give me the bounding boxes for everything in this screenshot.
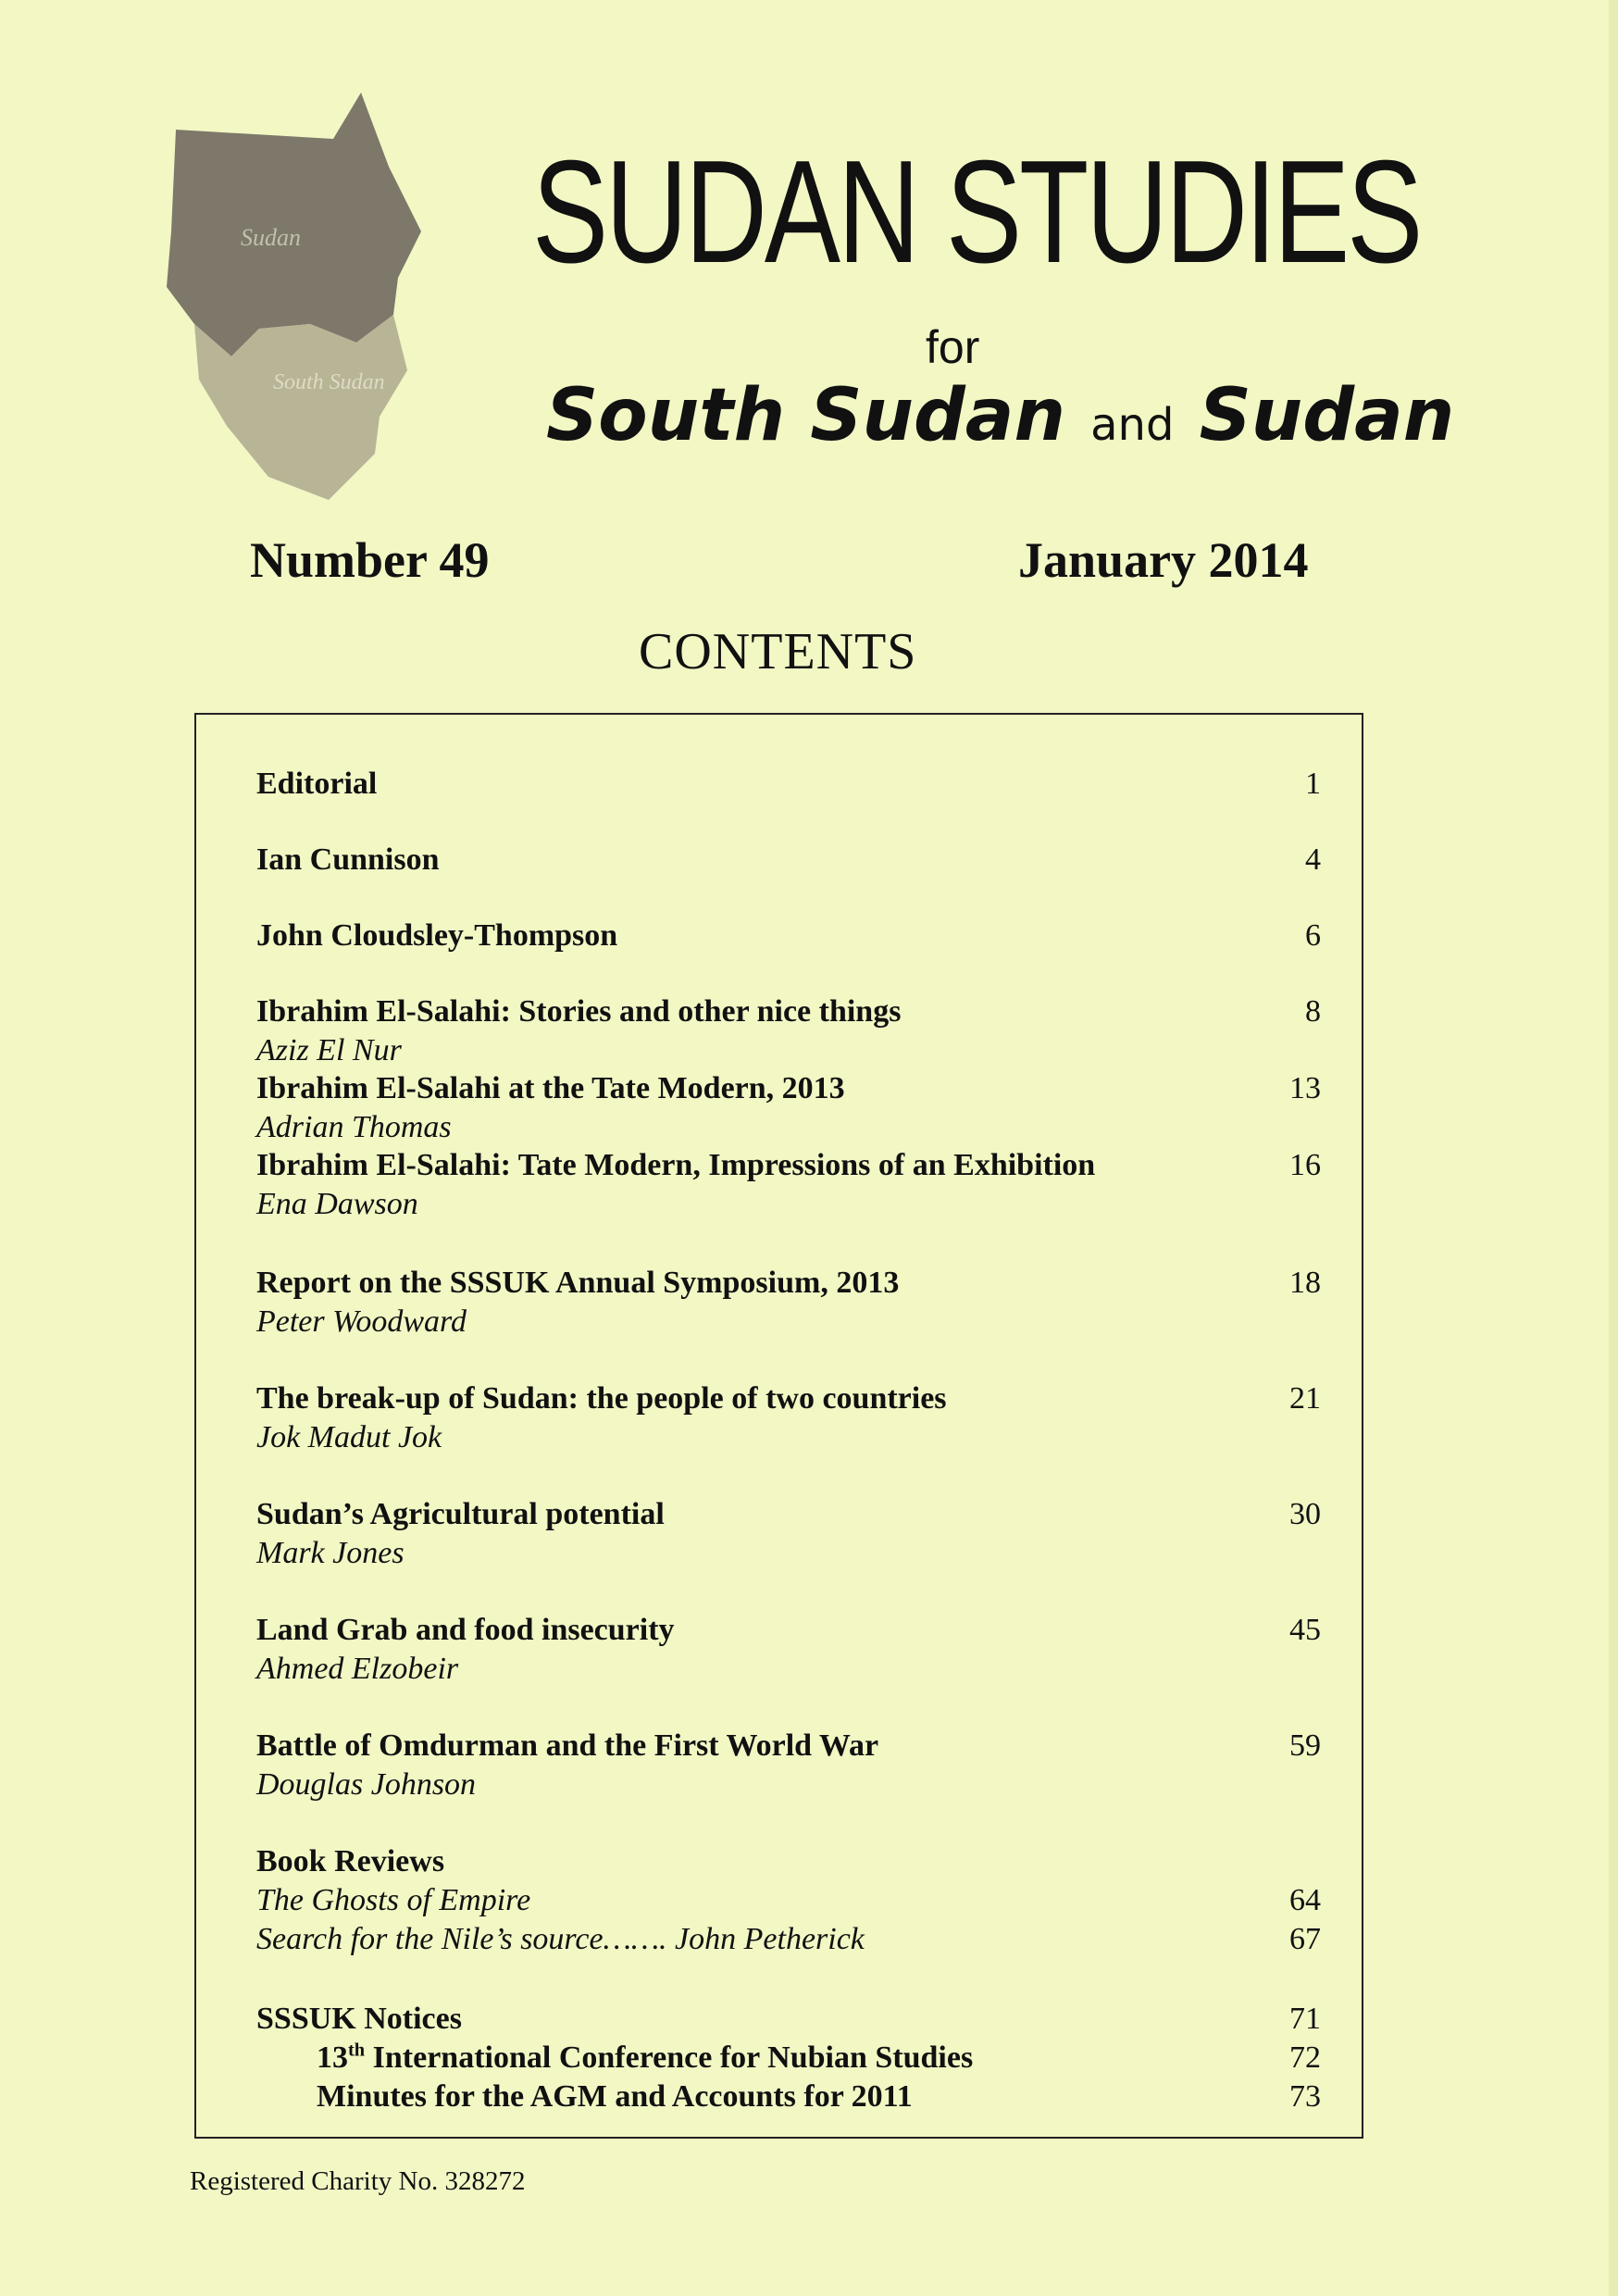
notice-ordinal: th — [348, 2040, 366, 2061]
issue-date: January 2014 — [1018, 532, 1309, 588]
page-edge — [1609, 0, 1618, 2296]
toc-title: Editorial — [256, 767, 378, 801]
toc-title: Ibrahim El-Salahi: Stories and other nice things — [256, 994, 902, 1029]
toc-title: Book Reviews — [256, 1844, 445, 1878]
toc-entry-notices — [256, 2000, 1321, 2039]
map-label-sudan: Sudan — [241, 224, 301, 251]
toc-page: 73 — [1289, 2079, 1321, 2114]
toc-title: Ibrahim El-Salahi at the Tate Modern, 2013 — [256, 1071, 845, 1105]
toc-author: Peter Woodward — [256, 1304, 467, 1339]
toc-entry-landgrab — [256, 1611, 1321, 1689]
notice-title — [256, 2040, 973, 2075]
notice-title: Minutes for the AGM and Accounts for 2011 — [317, 2079, 913, 2114]
toc-entry-cunnison — [256, 841, 1321, 880]
map-label-south: South Sudan — [273, 370, 385, 394]
toc-entry-salahi2 — [256, 1069, 1321, 1147]
toc-title: Land Grab and food insecurity — [256, 1613, 675, 1647]
toc-page: 13 — [1289, 1071, 1321, 1105]
toc-notice-2 — [256, 2078, 1321, 2116]
toc-page: 16 — [1289, 1148, 1321, 1182]
toc-author: Ahmed Elzobeir — [256, 1652, 459, 1686]
toc-page: 72 — [1289, 2040, 1321, 2075]
toc-page: 30 — [1289, 1497, 1321, 1531]
notice-number: 13 — [317, 2040, 348, 2075]
toc-author: Aziz El Nur — [256, 1033, 402, 1067]
toc-page: 18 — [1289, 1266, 1321, 1300]
toc-page: 67 — [1289, 1922, 1321, 1956]
toc-review-1 — [256, 1881, 1321, 1920]
toc-entry-agri — [256, 1495, 1321, 1573]
contents-heading: CONTENTS — [639, 623, 917, 680]
subtitle-part-a: South Sudan — [546, 374, 1065, 457]
toc-title: SSSUK Notices — [256, 2002, 462, 2036]
journal-title: SUDAN STUDIES — [532, 131, 1421, 293]
journal-subtitle — [546, 374, 1455, 457]
toc-page: 45 — [1289, 1613, 1321, 1647]
toc-entry-breakup — [256, 1379, 1321, 1457]
toc-title: Ian Cunnison — [256, 842, 440, 877]
toc-entry-salahi3 — [256, 1146, 1321, 1224]
toc-page: 64 — [1289, 1883, 1321, 1917]
toc-title: Sudan’s Agricultural potential — [256, 1497, 665, 1531]
toc-entry-omdurman — [256, 1727, 1321, 1804]
toc-entry-salahi1 — [256, 992, 1321, 1070]
toc-title: Battle of Omdurman and the First World War — [256, 1728, 879, 1763]
title-for: for — [926, 321, 980, 373]
toc-author: Jok Madut Jok — [256, 1420, 442, 1454]
toc-page: 59 — [1289, 1728, 1321, 1763]
subtitle-and: and — [1090, 399, 1175, 451]
toc-page: 21 — [1289, 1381, 1321, 1416]
charity-number: Registered Charity No. 328272 — [190, 2166, 526, 2196]
toc-page: 6 — [1305, 918, 1321, 953]
notice-text: International Conference for Nubian Studies — [365, 2040, 974, 2075]
toc-title: Ibrahim El-Salahi: Tate Modern, Impressions of an Exhibition — [256, 1148, 1096, 1182]
toc-page: 1 — [1305, 767, 1321, 801]
sudan-map-logo — [157, 93, 491, 509]
toc-title: John Cloudsley-Thompson — [256, 918, 618, 953]
toc-review-2 — [256, 1920, 1321, 1959]
review-title: The Ghosts of Empire — [256, 1883, 531, 1917]
toc-title: The break-up of Sudan: the people of two countries — [256, 1381, 947, 1416]
toc-page: 71 — [1289, 2002, 1321, 2036]
issue-number: Number 49 — [250, 532, 490, 588]
toc-page: 4 — [1305, 842, 1321, 877]
toc-author: Adrian Thomas — [256, 1110, 452, 1144]
toc-author: Mark Jones — [256, 1536, 404, 1570]
review-title: Search for the Nile’s source……. John Petherick — [256, 1922, 865, 1956]
toc-author: Ena Dawson — [256, 1187, 418, 1221]
toc-entry-reviews — [256, 1842, 1321, 1881]
toc-title: Report on the SSSUK Annual Symposium, 2013 — [256, 1266, 900, 1300]
toc-entry-editorial — [256, 765, 1321, 804]
toc-entry-symposium — [256, 1264, 1321, 1341]
toc-author: Douglas Johnson — [256, 1767, 477, 1802]
toc-page: 8 — [1305, 994, 1321, 1029]
toc-notice-1 — [256, 2039, 1321, 2078]
toc-entry-cloudsley — [256, 917, 1321, 955]
subtitle-part-b: Sudan — [1199, 374, 1455, 457]
